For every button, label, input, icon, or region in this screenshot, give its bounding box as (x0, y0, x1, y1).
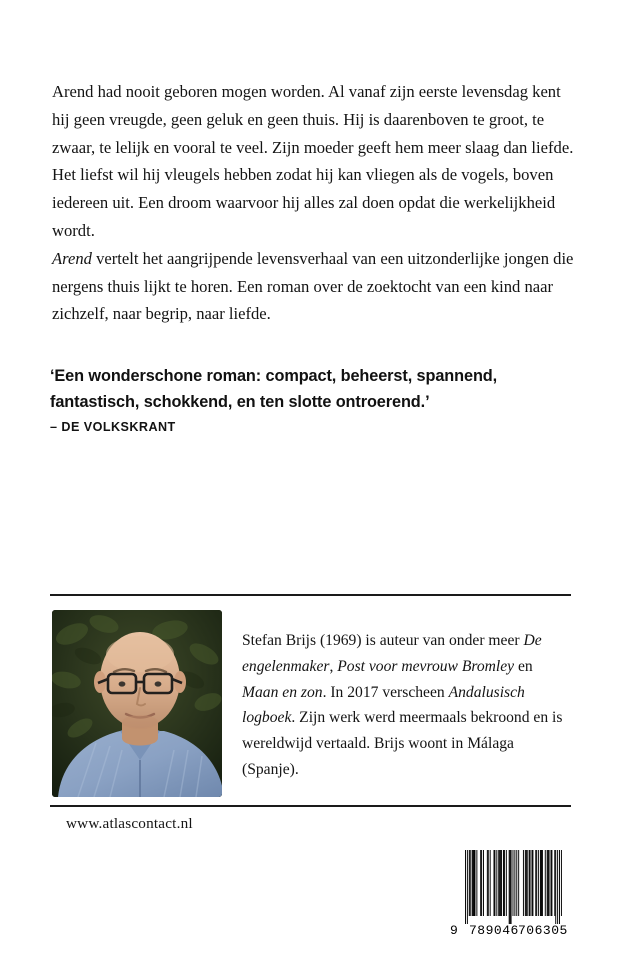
author-bio-text-4: . In 2017 verscheen (322, 683, 449, 701)
review-quote-source: – DE VOLKSKRANT (50, 420, 176, 434)
blurb-paragraph-1 (52, 78, 574, 245)
author-book-title-3: Maan en zon (242, 683, 323, 701)
author-bio-text-3: en (514, 657, 533, 675)
blurb-paragraph-1-text: Arend had nooit geboren mogen worden. Al vanaf zijn eerste levensdag kent hij geen vreugde, geen geluk en geen thuis. Hij is daarenboven te groot, te zwaar, te lelijk en vooral te veel. Zijn moeder geeft hem meer slaag dan liefde. Het liefst wil hij vleugels hebben zodat hij kan vliegen als de vogels, boven iedereen uit. Een droom waarvoor hij alles zal doen opdat die werkelijkheid wordt. (52, 82, 574, 240)
author-bio-text-5: . Zijn werk werd meermaals bekroond en is wereldwijd vertaald. Brijs woont in Málaga (Spanje). (242, 709, 563, 778)
divider-above-author (50, 594, 571, 596)
svg-text:9: 9 (450, 923, 458, 938)
author-book-title-4: Andalusisch logboek (242, 683, 525, 727)
publisher-website[interactable]: www.atlascontact.nl (66, 815, 193, 832)
author-bio-text-1: Stefan Brijs (1969) is auteur van onder meer (242, 632, 524, 649)
author-bio-paragraph (242, 628, 572, 783)
divider-above-footer (50, 805, 571, 807)
review-quote-text: ‘Een wonderschone roman: compact, beheerst, spannend, fantastisch, schokkend, en ten slotte ontroerend.’ (50, 367, 498, 411)
author-biography (242, 628, 572, 783)
isbn-barcode (447, 848, 577, 940)
blurb-book-title: Arend (52, 248, 92, 268)
blurb-paragraph-2 (52, 245, 574, 328)
review-quote-block (50, 364, 580, 434)
author-book-title-2: Post voor mevrouw Bromley (337, 657, 515, 675)
book-blurb (52, 78, 574, 328)
svg-text:706305: 706305 (518, 923, 568, 938)
svg-text:789046: 789046 (469, 923, 519, 938)
author-book-title-1: De engelenmaker (242, 632, 542, 675)
author-bio-text-2: , (329, 657, 338, 675)
blurb-paragraph-2-text: vertelt het aangrijpende levensverhaal van een uitzonderlijke jongen die nergens thuis lijkt te horen. Een roman over de zoektocht van een kind naar zichzelf, naar begrip, naar liefde. (52, 248, 574, 324)
author-portrait-photo (52, 610, 222, 797)
